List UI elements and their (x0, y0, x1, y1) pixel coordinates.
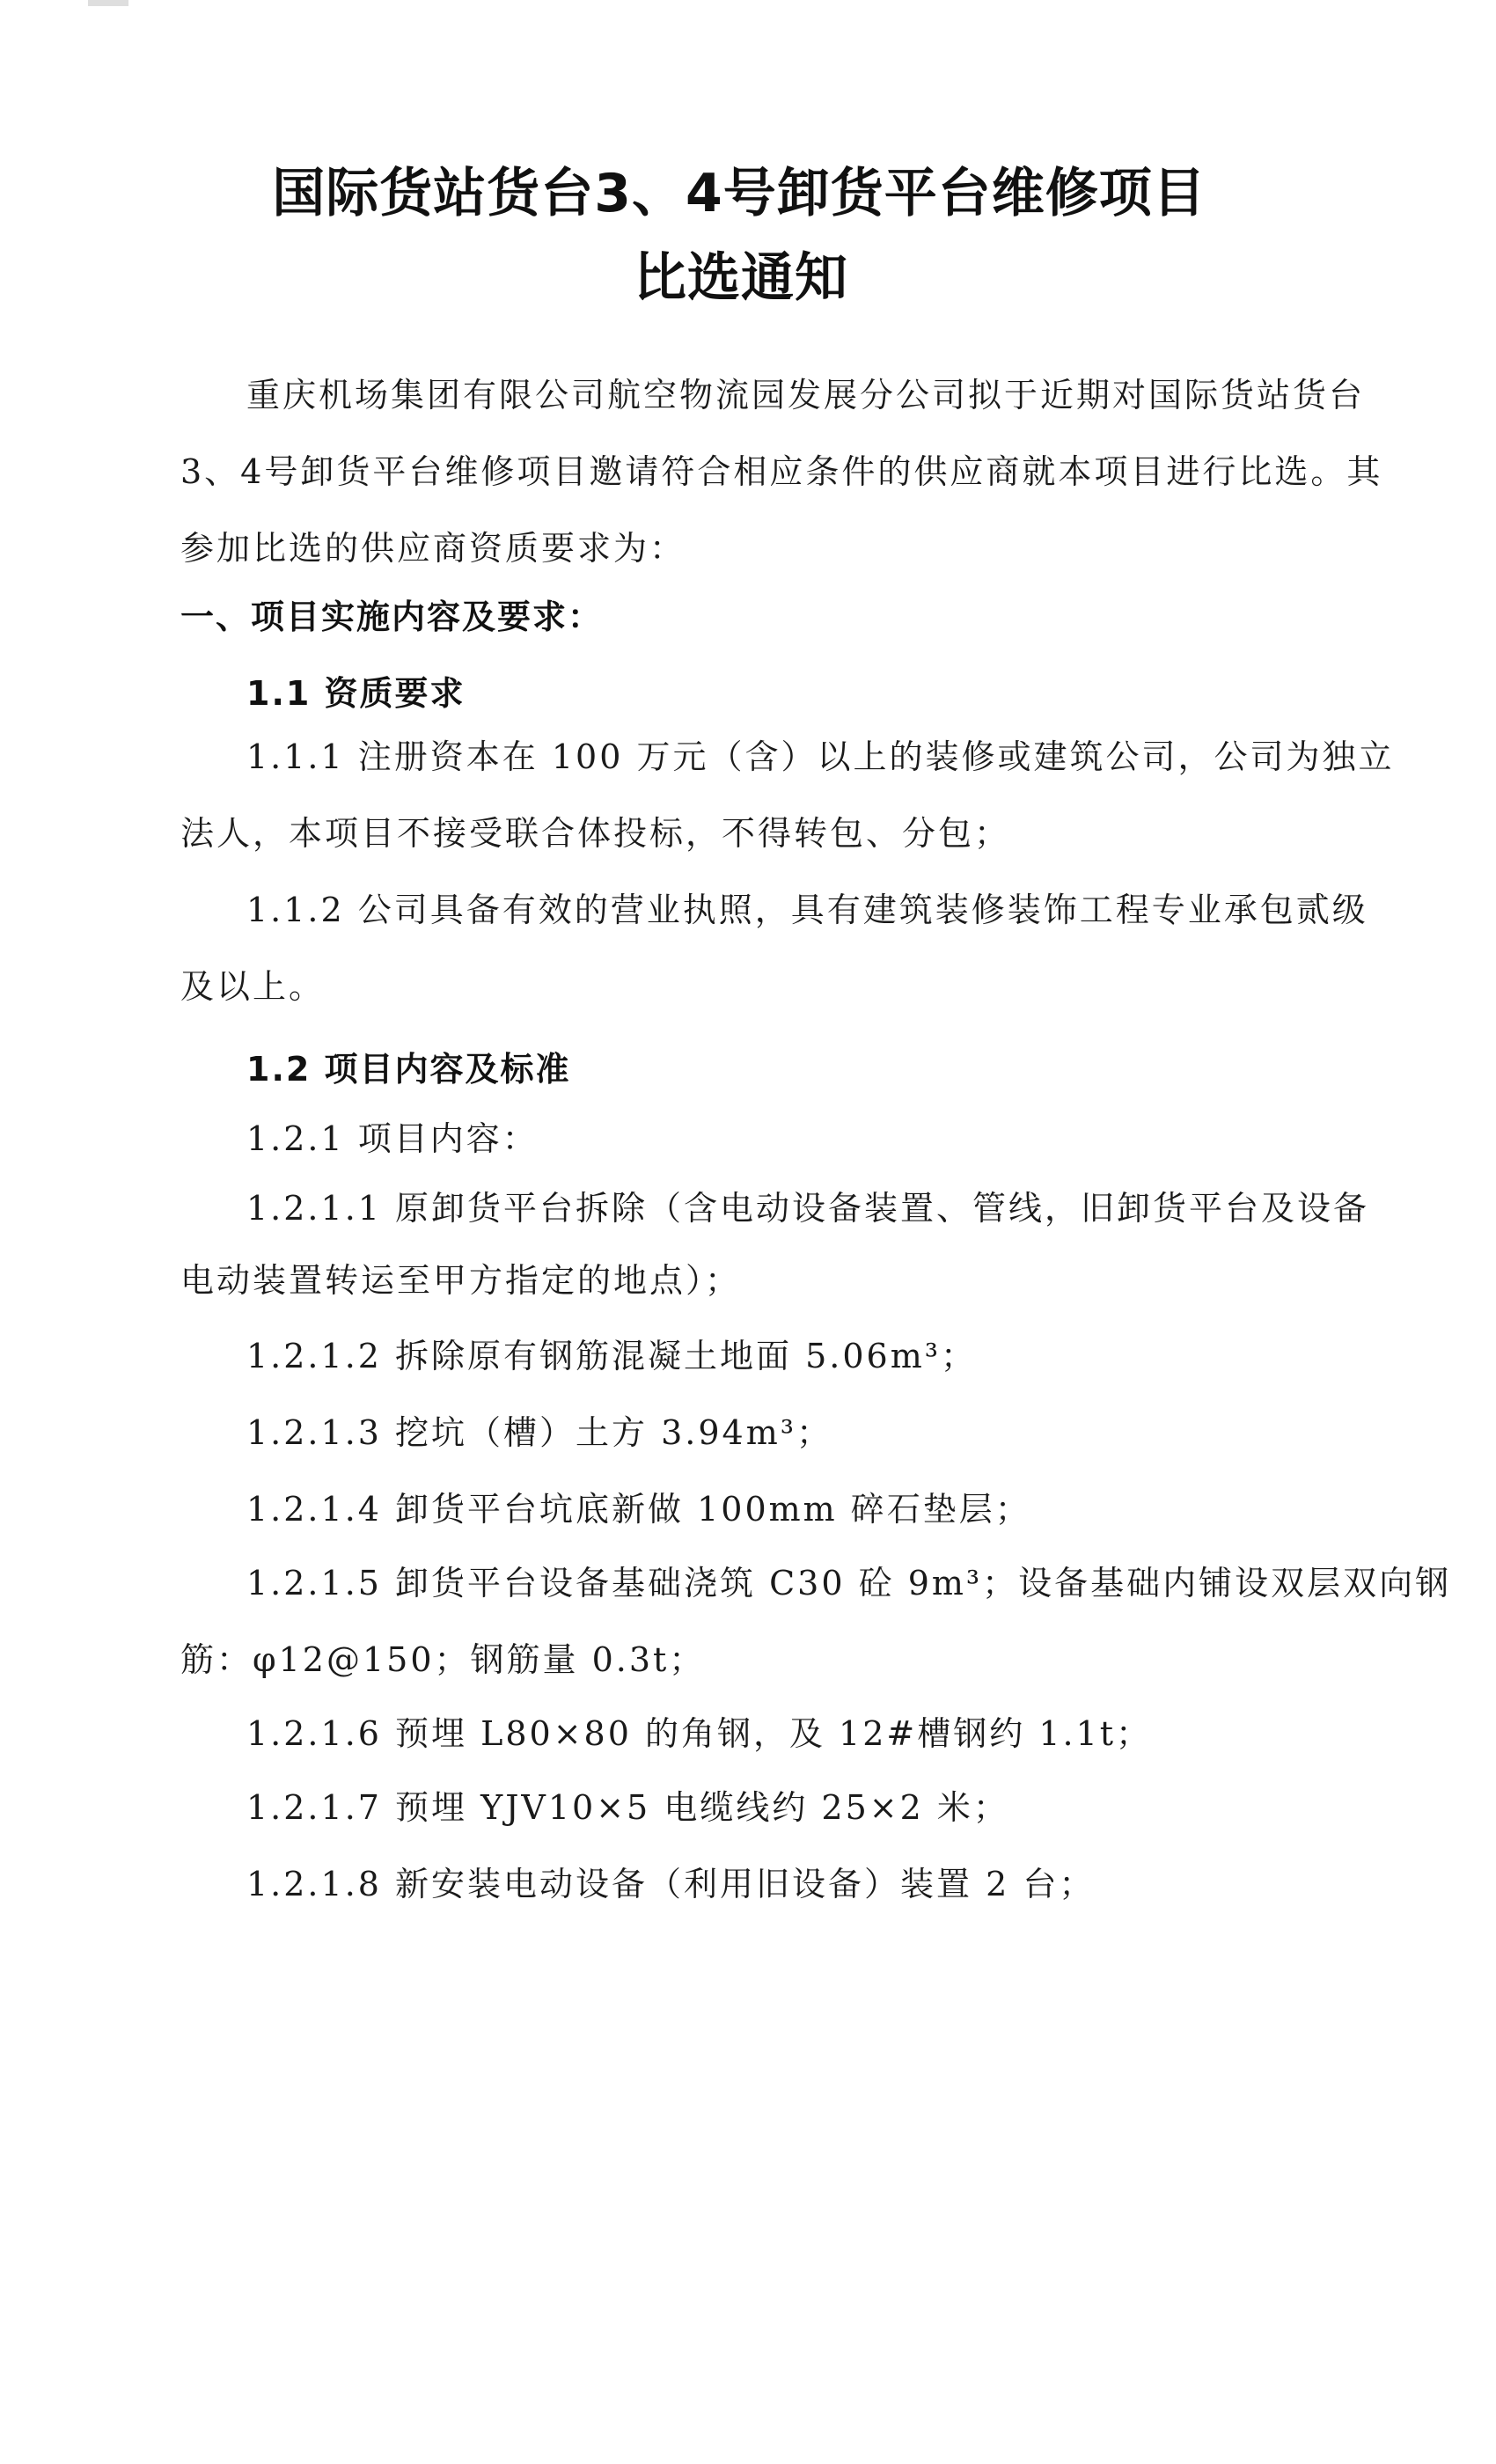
document-title-line1: 国际货站货台3、4号卸货平台维修项目 (272, 163, 1206, 224)
item-1-2-1-1-line1: 1.2.1.1 原卸货平台拆除（含电动设备装置、管线，旧卸货平台及设备 (246, 1189, 1370, 1228)
section1-2-heading: 1.2 项目内容及标准 (246, 1050, 571, 1089)
item-1-2-1-5-line1: 1.2.1.5 卸货平台设备基础浇筑 C30 砼 9m³；设备基础内铺设双层双向钢 (246, 1564, 1452, 1602)
section1-1-heading: 1.1 资质要求 (246, 674, 466, 713)
intro-line1: 重庆机场集团有限公司航空物流园发展分公司拟于近期对国际货站货台 (246, 376, 1366, 414)
item-1-2-1-1-line2: 电动装置转运至甲方指定的地点）； (180, 1261, 742, 1300)
item-1-2-1-6: 1.2.1.6 预埋 L80×80 的角钢，及 12#槽钢约 1.1t； (246, 1714, 1153, 1753)
item-1-1-2-line2: 及以上。 (180, 967, 326, 1006)
section1-heading: 一、项目实施内容及要求： (180, 598, 604, 636)
intro-line2: 3、4号卸货平台维修项目邀请符合相应条件的供应商就本项目进行比选。其 (180, 452, 1383, 491)
item-1-1-1-line1: 1.1.1 注册资本在 100 万元（含）以上的装修或建筑公司，公司为独立 (246, 737, 1395, 776)
item-1-2-1-4: 1.2.1.4 卸货平台坑底新做 100mm 碎石垫层； (246, 1490, 1031, 1529)
item-1-2-1-5-line2: 筋：φ12@150；钢筋量 0.3t； (180, 1640, 706, 1679)
item-1-2-1: 1.2.1 项目内容： (246, 1119, 539, 1158)
item-1-2-1-7: 1.2.1.7 预埋 YJV10×5 电缆线约 25×2 米； (246, 1788, 1009, 1827)
item-1-2-1-2: 1.2.1.2 拆除原有钢筋混凝土地面 5.06m³； (246, 1337, 977, 1375)
item-1-2-1-3: 1.2.1.3 挖坑（槽）土方 3.94m³； (246, 1413, 832, 1452)
document-title-line2: 比选通知 (634, 247, 848, 309)
intro-line3: 参加比选的供应商资质要求为： (180, 529, 686, 568)
item-1-1-2-line1: 1.1.2 公司具备有效的营业执照，具有建筑装修装饰工程专业承包贰级 (246, 891, 1368, 929)
scan-artifact (88, 0, 128, 6)
item-1-2-1-8: 1.2.1.8 新安装电动设备（利用旧设备）装置 2 台； (246, 1865, 1096, 1903)
item-1-1-1-line2: 法人，本项目不接受联合体投标，不得转包、分包； (180, 814, 1011, 853)
